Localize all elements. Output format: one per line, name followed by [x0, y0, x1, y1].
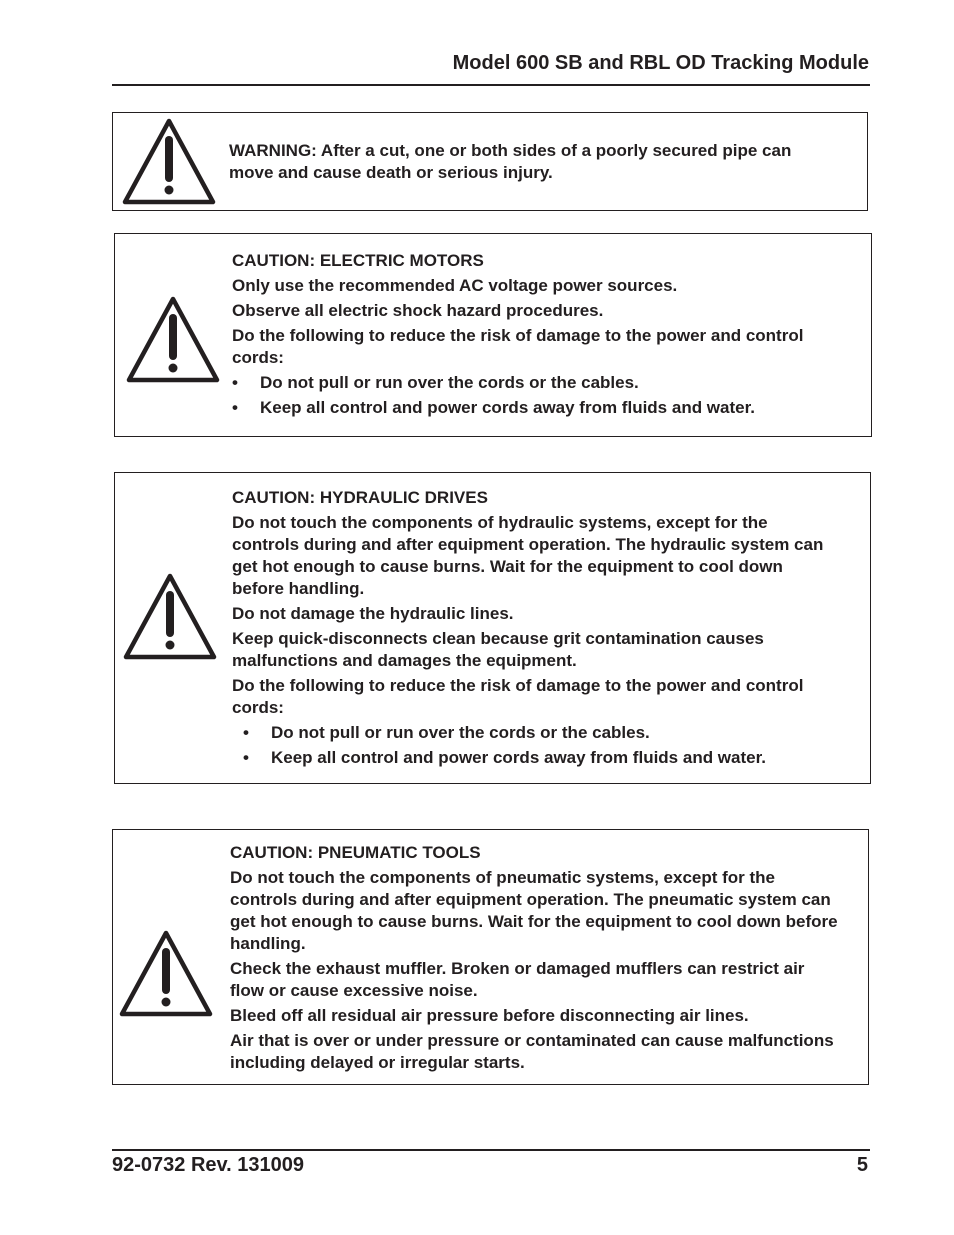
caution-electric-p1: Only use the recommended AC voltage power sources. [232, 276, 678, 295]
caution-pneumatic-text [230, 842, 840, 1077]
caution-electric-p3: Do the following to reduce the risk of damage to the power and control cords: [232, 326, 804, 367]
bullet-marker: • [243, 723, 249, 742]
bullet-marker: • [232, 398, 238, 417]
caution-pneumatic-p4: Air that is over or under pressure or contaminated can cause malfunctions including delayed or irregular starts. [230, 1031, 834, 1072]
caution-pneumatic-p2: Check the exhaust muffler. Broken or damaged mufflers can restrict air flow or cause excessive noise. [230, 959, 805, 1000]
page-header-title: Model 600 SB and RBL OD Tracking Module [452, 52, 869, 74]
header-rule [112, 84, 870, 86]
bullet-item [232, 372, 832, 394]
caution-electric-heading: CAUTION: ELECTRIC MOTORS [232, 251, 484, 270]
bullet-text: Keep all control and power cords away from fluids and water. [271, 748, 767, 767]
caution-triangle-icon [125, 294, 221, 386]
caution-electric-text [232, 250, 832, 422]
bullet-item [232, 747, 832, 769]
caution-triangle-icon [118, 928, 214, 1020]
caution-electric-p2: Observe all electric shock hazard procedures. [232, 301, 604, 320]
bullet-text: Do not pull or run over the cords or the cables. [271, 723, 650, 742]
bullet-text: Do not pull or run over the cords or the cables. [260, 373, 639, 392]
caution-hydraulic-p1: Do not touch the components of hydraulic systems, except for the controls during and after equipment operation. The hydraulic system can get hot enough to cause burns. Wait for the equipment to cool down before handling. [232, 513, 824, 598]
bullet-marker: • [232, 373, 238, 392]
bullet-marker: • [243, 748, 249, 767]
caution-pneumatic-heading: CAUTION: PNEUMATIC TOOLS [230, 843, 481, 862]
warning-triangle-icon [121, 116, 217, 208]
caution-pneumatic-p3: Bleed off all residual air pressure before disconnecting air lines. [230, 1006, 749, 1025]
caution-triangle-icon [122, 571, 218, 663]
caution-hydraulic-p3: Keep quick-disconnects clean because grit contamination causes malfunctions and damages the equipment. [232, 629, 764, 670]
caution-hydraulic-p4: Do the following to reduce the risk of damage to the power and control cords: [232, 676, 804, 717]
document-number: 92-0732 Rev. 131009 [112, 1154, 305, 1176]
bullet-text: Keep all control and power cords away from fluids and water. [260, 398, 756, 417]
caution-hydraulic-heading: CAUTION: HYDRAULIC DRIVES [232, 488, 488, 507]
caution-pneumatic-p1: Do not touch the components of pneumatic systems, except for the controls during and after equipment operation. The pneumatic system can get hot enough to cause burns. Wait for the equipment to cool down before handling. [230, 868, 838, 953]
caution-hydraulic-p2: Do not damage the hydraulic lines. [232, 604, 514, 623]
bullet-item [232, 397, 832, 419]
page-number: 5 [856, 1154, 868, 1176]
bullet-item [232, 722, 832, 744]
warning-text: WARNING: After a cut, one or both sides of a poorly secured pipe can move and cause death or serious injury. [229, 141, 792, 182]
caution-hydraulic-text [232, 487, 832, 772]
footer-rule [112, 1149, 870, 1151]
